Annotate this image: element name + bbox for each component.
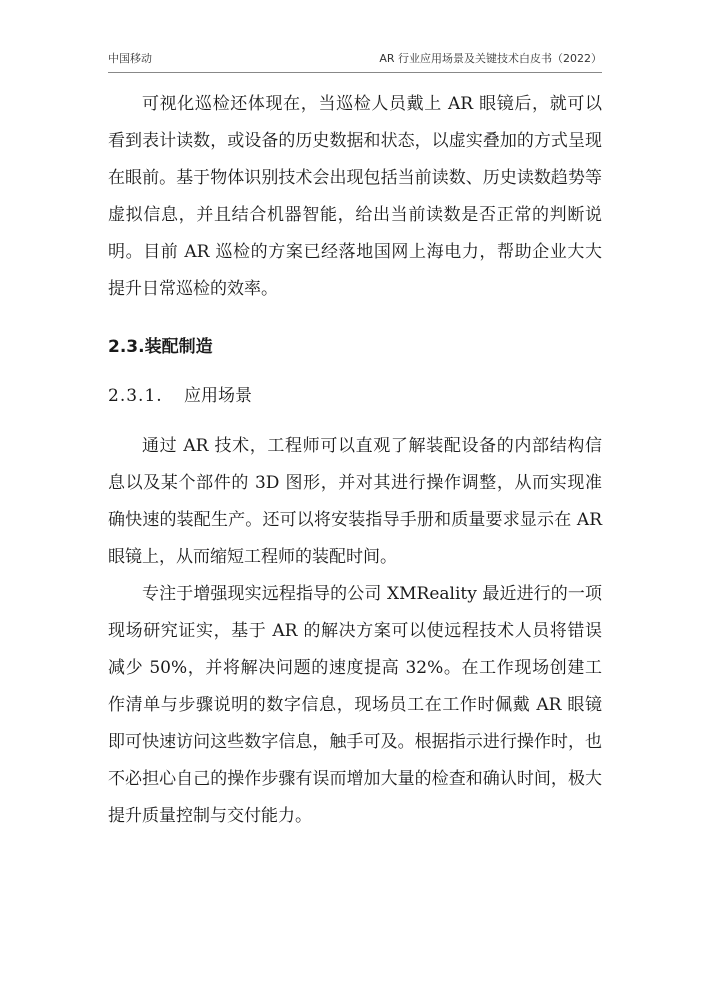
paragraph-inspection: 可视化巡检还体现在，当巡检人员戴上 AR 眼镜后，就可以看到表计读数，或设备的历史数据和状态，以虚实叠加的方式呈现在眼前。基于物体识别技术会出现包括当前读数、历史读数趋势等虚拟信息，并且结合机器智能，给出当前读数是否正常的判断说明。目前 AR 巡检的方案已经落地国网上海电力，帮助企业大大提升日常巡检的效率。 [108,94,602,299]
paragraph-assembly: 通过 AR 技术，工程师可以直观了解装配设备的内部结构信息以及某个部件的 3D 图形，并对其进行操作调整，从而实现准确快速的装配生产。还可以将安装指导手册和质量要求显示在 AR 眼镜上，从而缩短工程师的装配时间。 [108,436,602,567]
subsection-title: 应用场景 [184,386,252,406]
header-doc-title: AR 行业应用场景及关键技术白皮书（2022） [379,52,602,65]
paragraph-xmreality: 专注于增强现实远程指导的公司 XMReality 最近进行的一项现场研究证实，基于 AR 的解决方案可以使远程技术人员将错误减少 50%，并将解决问题的速度提高 32%。在工作现场创建工作清单与步骤说明的数字信息，现场员工在工作时佩戴 AR 眼镜即可快速访问这些数字信息，触手可及。根据指示进行操作时，也不必担心自己的操作步骤有误而增加大量的检查和确认时间，极大提升质量控制与交付能力。 [108,584,602,826]
subsection-heading [108,376,602,416]
subsection-number: 2.3.1. [108,386,163,406]
page-body [108,86,602,835]
page-header [108,50,602,73]
section-heading: 2.3.装配制造 [108,337,213,357]
header-org: 中国移动 [108,52,152,65]
